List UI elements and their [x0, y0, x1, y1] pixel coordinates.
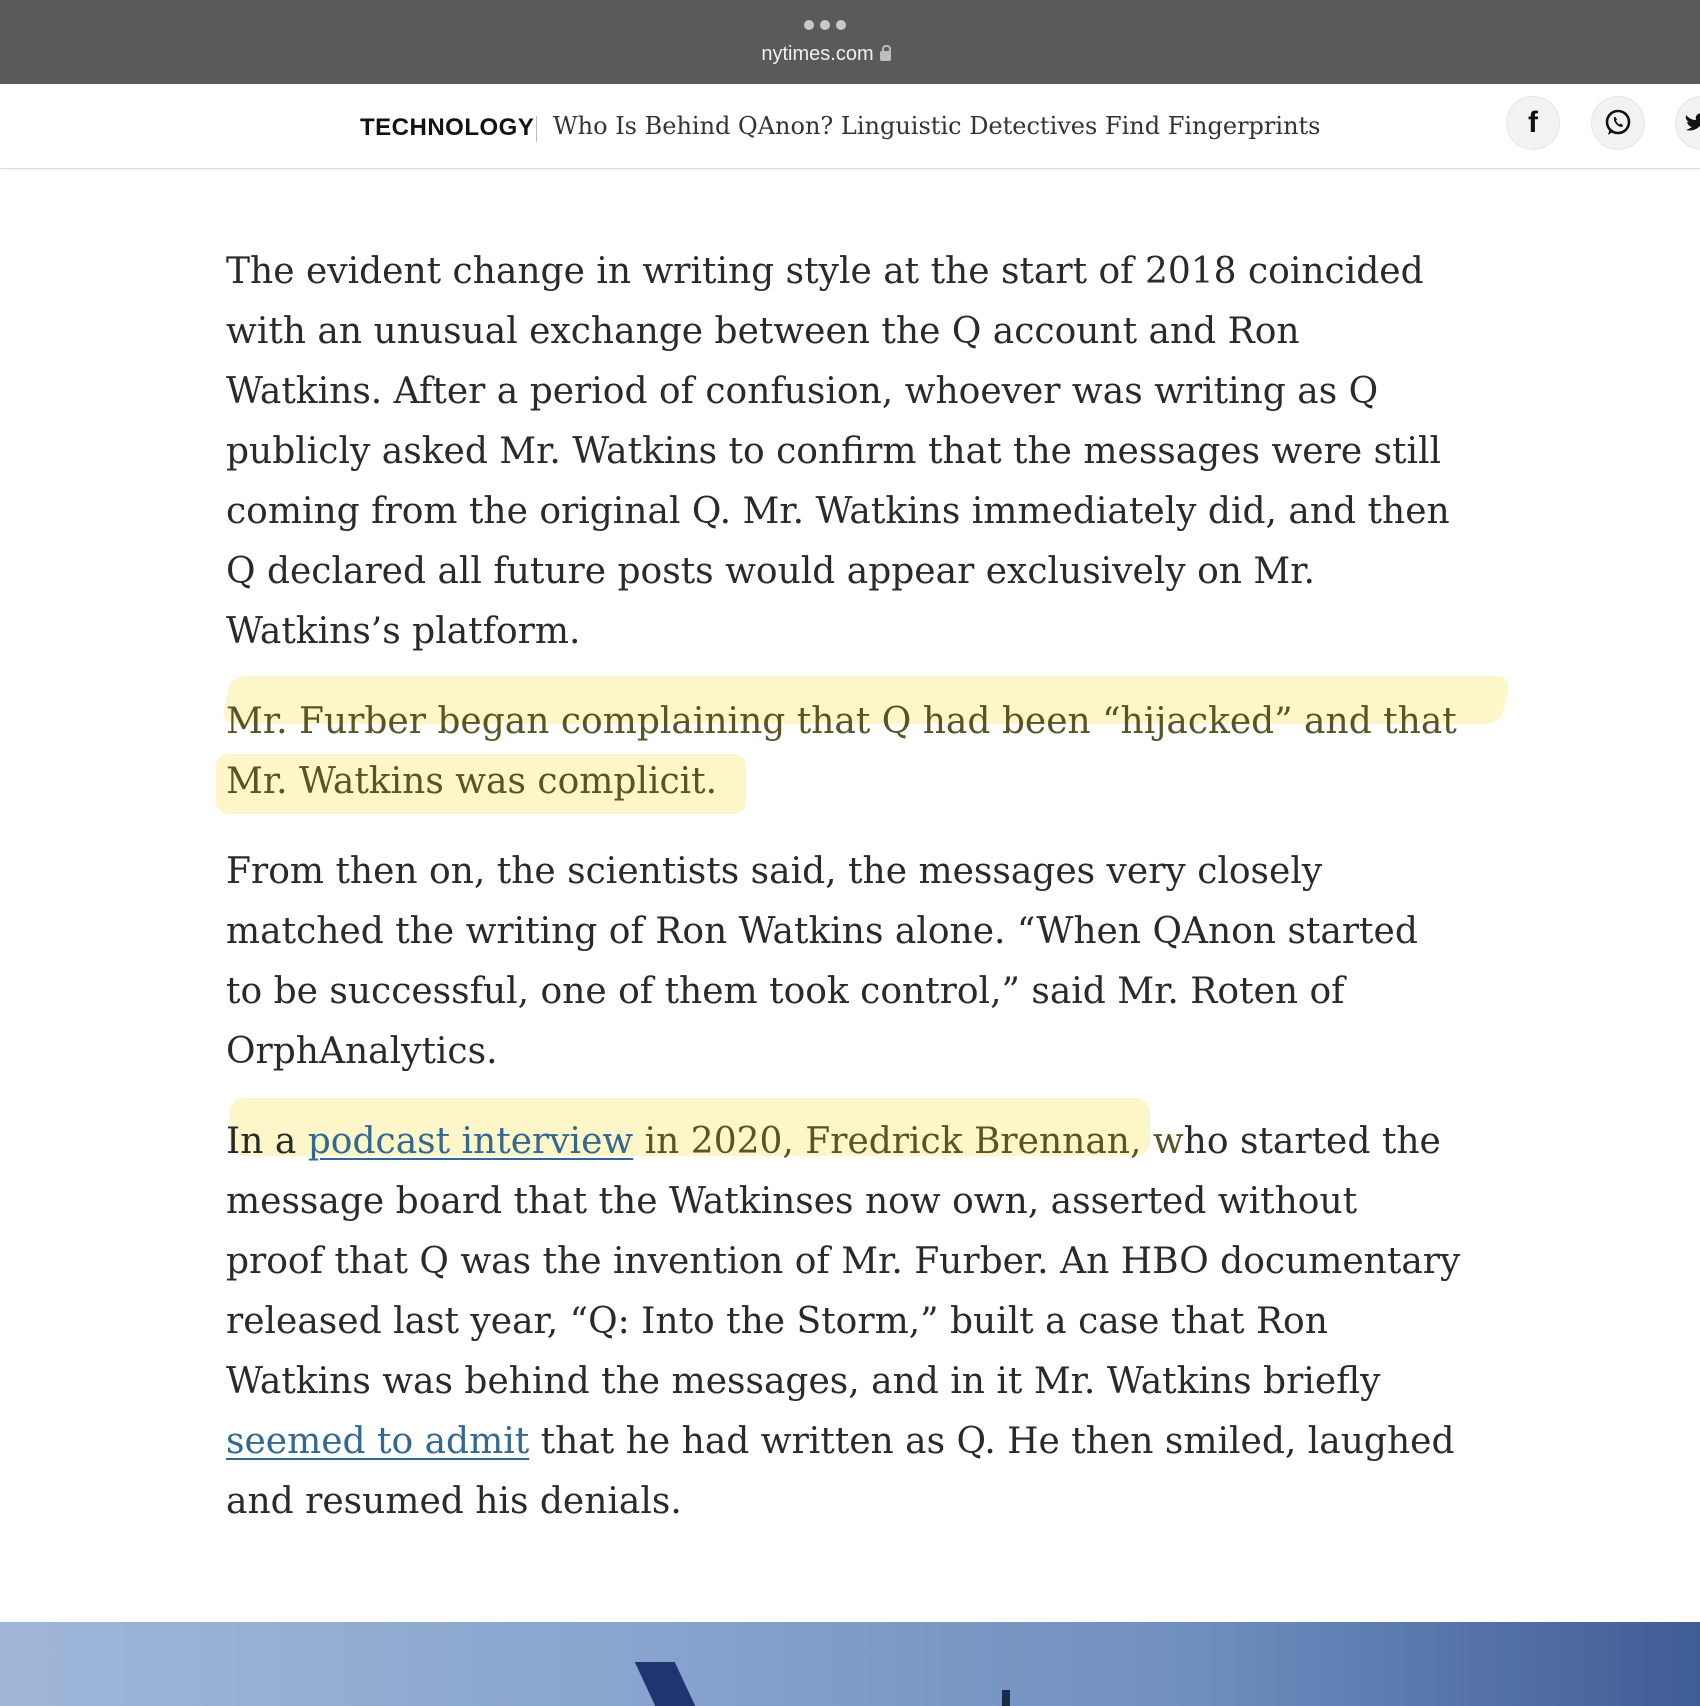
- more-options-icon[interactable]: [804, 20, 846, 30]
- paragraph-line: Q declared all future posts would appear exclusively on Mr.: [226, 551, 1315, 592]
- paragraph-line: Watkins’s platform.: [226, 611, 581, 652]
- paragraph-line: Mr. Furber began complaining that Q had been “hijacked” and that: [226, 701, 1457, 742]
- paragraph-line: From then on, the scientists said, the messages very closely: [226, 851, 1323, 892]
- facebook-share-button[interactable]: [1506, 96, 1560, 150]
- text-run: that he had written as Q. He then smiled, laughed: [529, 1421, 1455, 1462]
- article-paragraph-3: [226, 842, 1426, 1082]
- url-text: nytimes.com: [761, 43, 874, 65]
- twitter-share-button[interactable]: [1675, 96, 1700, 150]
- facebook-icon: f: [1528, 106, 1538, 139]
- podcast-interview-link[interactable]: podcast interview: [307, 1121, 634, 1162]
- paragraph-line: [226, 1112, 1441, 1172]
- address-bar[interactable]: [0, 43, 1652, 66]
- paragraph-line: matched the writing of Ron Watkins alone. “When QAnon started: [226, 911, 1418, 952]
- paragraph-line: to be successful, one of them took control,” said Mr. Roten of: [226, 971, 1345, 1012]
- paragraph-line: message board that the Watkinses now own, asserted without: [226, 1181, 1358, 1222]
- twitter-icon: [1684, 112, 1700, 134]
- header-headline: Who Is Behind QAnon? Linguistic Detectives Find Fingerprints: [553, 112, 1321, 140]
- seemed-to-admit-link[interactable]: seemed to admit: [226, 1421, 530, 1462]
- paragraph-line: with an unusual exchange between the Q account and Ron: [226, 311, 1300, 352]
- section-link[interactable]: TECHNOLOGY: [360, 114, 535, 141]
- article-paragraph-2-highlighted[interactable]: [226, 692, 1457, 812]
- paragraph-line: The evident change in writing style at the start of 2018 coincided: [226, 251, 1424, 292]
- paragraph-line: proof that Q was the invention of Mr. Furber. An HBO documentary: [226, 1241, 1461, 1282]
- paragraph-line: Watkins. After a period of confusion, whoever was writing as Q: [226, 371, 1379, 412]
- photo-pole: [1002, 1690, 1010, 1706]
- highlighted-text: in 2020, Fredrick Brennan, w: [633, 1121, 1184, 1162]
- whatsapp-icon: [1602, 107, 1634, 139]
- whatsapp-share-button[interactable]: [1591, 96, 1645, 150]
- article-paragraph-4: [226, 1112, 1461, 1532]
- paragraph-line: released last year, “Q: Into the Storm,” built a case that Ron: [226, 1301, 1328, 1342]
- paragraph-line: and resumed his denials.: [226, 1481, 682, 1522]
- browser-top-bar: [0, 0, 1700, 84]
- text-run: ho started the: [1183, 1121, 1441, 1162]
- paragraph-line: [226, 1412, 1455, 1472]
- paragraph-line: publicly asked Mr. Watkins to confirm that the messages were still: [226, 431, 1442, 472]
- header-divider: [536, 116, 537, 142]
- lock-icon: [880, 51, 891, 61]
- article-header: [0, 84, 1700, 169]
- article-photo: [0, 1622, 1700, 1706]
- paragraph-line: Watkins was behind the messages, and in it Mr. Watkins briefly: [226, 1361, 1381, 1402]
- paragraph-line: coming from the original Q. Mr. Watkins immediately did, and then: [226, 491, 1450, 532]
- article-paragraph-1: [226, 242, 1450, 662]
- paragraph-line: OrphAnalytics.: [226, 1031, 498, 1072]
- text-run: In a: [226, 1121, 308, 1162]
- paragraph-line: Mr. Watkins was complicit.: [226, 761, 718, 802]
